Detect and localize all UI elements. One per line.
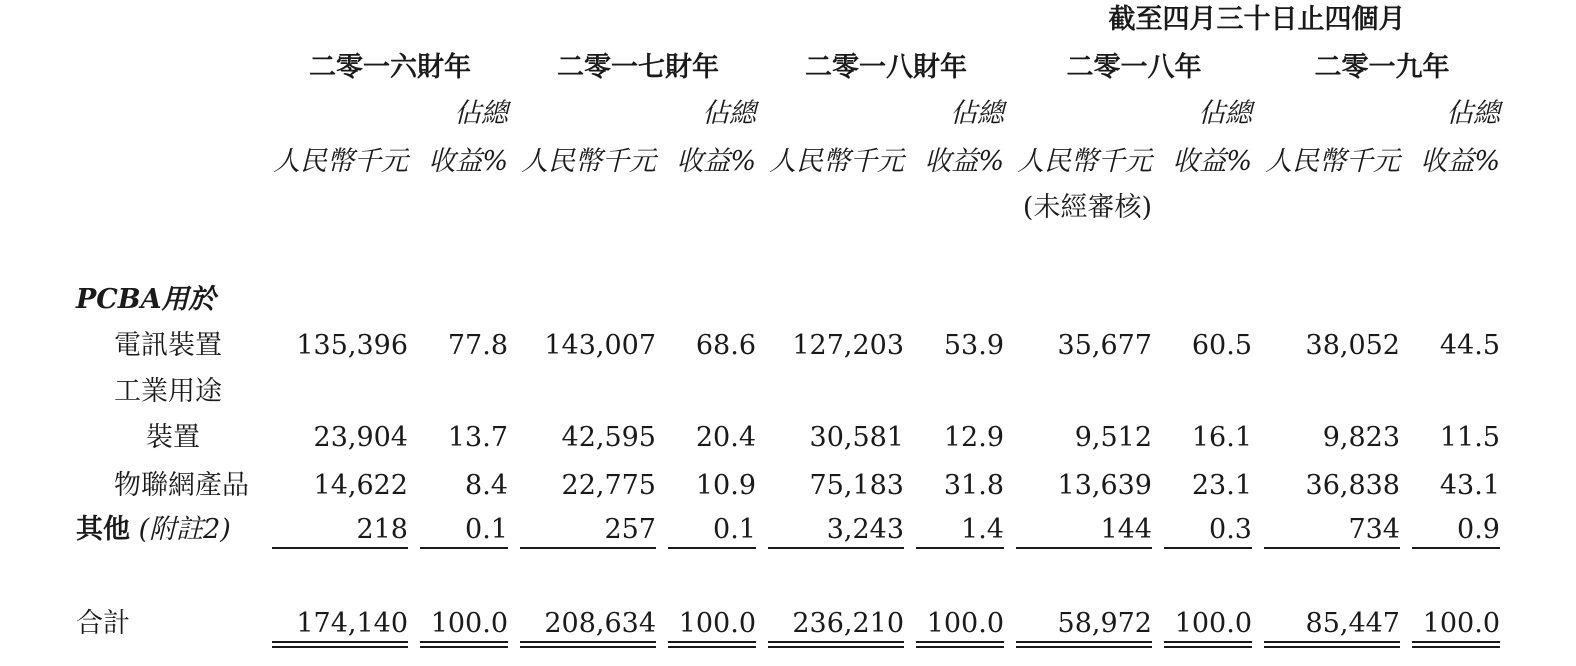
total-rule <box>768 641 904 643</box>
total-rule <box>420 641 508 643</box>
cell-pct: 77.8 <box>447 330 508 361</box>
pct-header-line2: 收益% <box>428 146 508 177</box>
cell-pct: 1.4 <box>961 514 1004 545</box>
cell-amount: 30,581 <box>809 422 904 453</box>
total-rule <box>916 646 1004 648</box>
cell-pct: 8.4 <box>465 470 508 501</box>
pct-header-line1: 佔總 <box>1446 98 1500 129</box>
cell-amount: 23,904 <box>313 422 408 453</box>
cell-amount: 143,007 <box>544 330 656 361</box>
cell-pct: 68.6 <box>695 330 756 361</box>
pct-header-line2: 收益% <box>1420 146 1500 177</box>
cell-amount: 127,203 <box>792 330 904 361</box>
period-header-fy2016: 二零一六財年 <box>309 52 471 83</box>
total-rule <box>520 646 656 648</box>
row-label: 其他 <box>76 514 130 545</box>
amount-header: 人民幣千元 <box>1265 146 1400 177</box>
cell-amount: 9,823 <box>1322 422 1400 453</box>
cell-pct: 53.9 <box>943 330 1004 361</box>
total-rule <box>1412 641 1500 643</box>
total-rule <box>768 646 904 648</box>
cell-amount: 218 <box>356 514 408 545</box>
subtotal-rule <box>916 547 1004 549</box>
total-rule <box>916 641 1004 643</box>
cell-pct: 0.1 <box>465 514 508 545</box>
pct-header-line2: 收益% <box>676 146 756 177</box>
period-header-fy2017: 二零一七財年 <box>557 52 719 83</box>
cell-amount: 35,677 <box>1057 330 1152 361</box>
period-header-2018: 二零一八年 <box>1066 52 1202 83</box>
cell-pct: 44.5 <box>1439 330 1500 361</box>
total-rule <box>1016 641 1152 643</box>
section-title: PCBA用於 <box>76 284 216 315</box>
cell-amount: 22,775 <box>561 470 656 501</box>
subtotal-rule <box>1412 547 1500 549</box>
cell-pct: 31.8 <box>943 470 1004 501</box>
total-amount: 174,140 <box>296 608 408 639</box>
pct-header-line1: 佔總 <box>1198 98 1252 129</box>
row-label-line2: 裝置 <box>146 422 200 453</box>
total-pct: 100.0 <box>430 608 508 639</box>
period-header-2019: 二零一九年 <box>1314 52 1450 83</box>
total-rule <box>1412 646 1500 648</box>
cell-pct: 0.1 <box>713 514 756 545</box>
total-rule <box>272 646 408 648</box>
total-pct: 100.0 <box>1422 608 1500 639</box>
cell-pct: 23.1 <box>1191 470 1252 501</box>
cell-pct: 0.3 <box>1209 514 1252 545</box>
cell-amount: 3,243 <box>826 514 904 545</box>
row-label-note: (附註2) <box>138 514 231 545</box>
pct-header-line2: 收益% <box>924 146 1004 177</box>
subtotal-rule <box>520 547 656 549</box>
subtotal-rule <box>768 547 904 549</box>
cell-amount: 36,838 <box>1305 470 1400 501</box>
subtotal-rule <box>1264 547 1400 549</box>
pct-header-line1: 佔總 <box>702 98 756 129</box>
total-amount: 208,634 <box>544 608 656 639</box>
subtotal-rule <box>420 547 508 549</box>
total-rule <box>1264 646 1400 648</box>
total-label: 合計 <box>76 608 130 639</box>
cell-pct: 0.9 <box>1457 514 1500 545</box>
total-amount: 85,447 <box>1305 608 1400 639</box>
cell-amount: 13,639 <box>1057 470 1152 501</box>
cell-pct: 12.9 <box>943 422 1004 453</box>
subtotal-rule <box>1016 547 1152 549</box>
total-amount: 58,972 <box>1057 608 1152 639</box>
cell-pct: 11.5 <box>1439 422 1500 453</box>
cell-pct: 13.7 <box>447 422 508 453</box>
cell-pct: 16.1 <box>1191 422 1252 453</box>
total-pct: 100.0 <box>926 608 1004 639</box>
cell-amount: 38,052 <box>1305 330 1400 361</box>
amount-header: 人民幣千元 <box>1017 146 1152 177</box>
cell-pct: 20.4 <box>695 422 756 453</box>
subtotal-rule <box>1164 547 1252 549</box>
cell-pct: 43.1 <box>1439 470 1500 501</box>
total-rule <box>1016 646 1152 648</box>
amount-header: 人民幣千元 <box>273 146 408 177</box>
total-pct: 100.0 <box>1174 608 1252 639</box>
pct-header-line2: 收益% <box>1172 146 1252 177</box>
period-group-header: 截至四月三十日止四個月 <box>1108 4 1406 35</box>
total-rule <box>1264 641 1400 643</box>
cell-pct: 60.5 <box>1191 330 1252 361</box>
cell-amount: 14,622 <box>313 470 408 501</box>
total-rule <box>420 646 508 648</box>
row-label: 電訊裝置 <box>114 330 222 361</box>
cell-amount: 734 <box>1348 514 1400 545</box>
subtotal-rule <box>272 547 408 549</box>
cell-amount: 42,595 <box>561 422 656 453</box>
row-label-others <box>76 514 231 546</box>
cell-amount: 135,396 <box>296 330 408 361</box>
amount-header: 人民幣千元 <box>769 146 904 177</box>
amount-header: 人民幣千元 <box>521 146 656 177</box>
cell-pct: 10.9 <box>695 470 756 501</box>
total-rule <box>668 646 756 648</box>
row-label: 工業用途 <box>114 376 222 407</box>
total-pct: 100.0 <box>678 608 756 639</box>
row-label: 物聯網產品 <box>114 470 249 501</box>
pct-header-line1: 佔總 <box>950 98 1004 129</box>
total-amount: 236,210 <box>792 608 904 639</box>
total-rule <box>272 641 408 643</box>
total-rule <box>668 641 756 643</box>
unaudited-note: (未經審核) <box>1022 192 1152 223</box>
total-rule <box>1164 646 1252 648</box>
cell-amount: 257 <box>604 514 656 545</box>
total-rule <box>520 641 656 643</box>
cell-amount: 9,512 <box>1074 422 1152 453</box>
period-header-fy2018: 二零一八財年 <box>805 52 967 83</box>
cell-amount: 144 <box>1100 514 1152 545</box>
subtotal-rule <box>668 547 756 549</box>
pct-header-line1: 佔總 <box>454 98 508 129</box>
total-rule <box>1164 641 1252 643</box>
cell-amount: 75,183 <box>809 470 904 501</box>
